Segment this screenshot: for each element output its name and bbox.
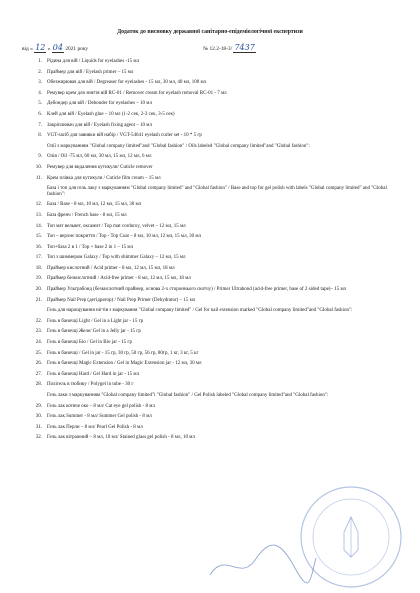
list-item bbox=[30, 101, 402, 108]
item-text: Гель лак Перли – 8 мл/ Pearl Gel Polish - 8 мл bbox=[47, 424, 143, 430]
item-number: 1. bbox=[38, 59, 42, 64]
number-prefix: № 12.2-18-3/ bbox=[203, 46, 233, 52]
list-item bbox=[30, 276, 402, 283]
date-line: від « 12 » 04 2021 року bbox=[22, 43, 89, 52]
item-number: 3. bbox=[38, 80, 42, 86]
item-number: 25. bbox=[35, 350, 42, 356]
item-number: 20. bbox=[35, 287, 42, 293]
item-text: База / Base - 8 мл, 10 мл, 12 мл, 15 мл, 30 мл bbox=[47, 202, 142, 208]
item-text: Праймер безкислотний / Acid-free primer - 8 мл, 12 мл, 15 мл, 18 мл bbox=[47, 276, 191, 282]
item-text: Олія / Oil -75 мл, 60 мл, 30 мл, 15 мл, 12 мл, 6 мл bbox=[47, 154, 152, 160]
item-number: 10. bbox=[35, 164, 42, 170]
product-list bbox=[30, 59, 402, 446]
list-item bbox=[30, 414, 402, 421]
list-item bbox=[30, 255, 402, 262]
item-text: Гель в баночці Біо / Gel in Bio jar - 15 гр bbox=[47, 340, 132, 346]
item-number: 27. bbox=[35, 371, 42, 377]
item-number: 11. bbox=[35, 175, 42, 181]
item-text: Гель в баночці Желе/ Gel in a Jelly jar - 15 гр bbox=[47, 329, 141, 335]
item-number: 6. bbox=[38, 111, 42, 117]
list-item bbox=[30, 361, 402, 368]
list-item bbox=[30, 435, 402, 442]
item-text: Топ мат вельвет, оксамит / Top mat corduroy, velvet – 12 мл, 15 мл bbox=[47, 223, 186, 229]
item-text: Праймер Ультрабонд (безкислотний праймер, основа 2-х стороннього скотчу) / Primer Ultrabond (acid-free primer, base of 2 sided tape)– 15 мл bbox=[47, 287, 347, 293]
date-day: 12 bbox=[35, 43, 46, 52]
item-number: 12. bbox=[35, 202, 42, 208]
item-number: 32. bbox=[35, 435, 42, 441]
item-number: 13. bbox=[35, 212, 42, 218]
list-item bbox=[30, 176, 402, 183]
item-text: Обезжирювач для вій / Degreaser for eyelashes - 15 мл, 30 мл, 40 мл, 100 мл bbox=[47, 80, 207, 86]
list-item bbox=[30, 404, 402, 411]
list-item bbox=[30, 133, 402, 140]
list-item bbox=[30, 70, 402, 77]
item-text: Гель в баночці Hard / Gel Hard in jar - 15 мл bbox=[47, 371, 140, 377]
item-number: 15. bbox=[35, 234, 42, 240]
certificate-number bbox=[203, 43, 256, 52]
item-number: 2. bbox=[38, 69, 42, 75]
list-item bbox=[30, 287, 402, 294]
item-text: Праймер Nail Prep (дегідратор) / Nail Prep Primer (Dehydrator) – 15 мл bbox=[47, 297, 196, 303]
item-text: Гель лаки з маркуванням "Global company limited"і "Global fashion" / Gel Polish labeled "Global company limited"and "Global fashion": bbox=[47, 393, 329, 398]
item-number: 21. bbox=[35, 297, 42, 303]
list-item bbox=[30, 224, 402, 231]
official-stamp bbox=[296, 482, 406, 592]
item-number: 9. bbox=[38, 154, 42, 160]
list-item bbox=[30, 329, 402, 336]
list-item bbox=[30, 425, 402, 432]
item-text: Топ з шиммером Galaxy / Top with shimmer Galaxy – 12 мл, 15 мл bbox=[47, 255, 186, 261]
signature-mark bbox=[200, 520, 320, 590]
item-text: Гель лак вітражний – 8 мл, 10 мл/ Stained glass gel polish - 8 мл, 10 мл bbox=[47, 435, 195, 441]
section-intro bbox=[30, 308, 402, 315]
list-item bbox=[30, 154, 402, 161]
date-month: 04 bbox=[52, 43, 63, 52]
list-item bbox=[30, 91, 402, 98]
item-text: Рідина для вій / Liquids for eyelashes -15 мл bbox=[47, 59, 140, 64]
item-text: Гель лак котяче око – 8 мл/ Cat eye gel polish - 8 мл bbox=[47, 403, 155, 409]
section-intro bbox=[30, 144, 402, 151]
list-item bbox=[30, 266, 402, 273]
item-text: База френч / French base - 8 мл, 15 мл bbox=[47, 212, 127, 218]
list-item bbox=[30, 245, 402, 252]
item-text: Дебондер для вій / Debonder for eyelashes – 10 мл bbox=[47, 101, 152, 107]
item-number: 7. bbox=[38, 122, 42, 128]
item-number: 26. bbox=[35, 361, 42, 367]
item-text: Топ – верхнє покриття / Top - Top Coat – 8 мл, 10 мл, 12 мл, 15 мл, 30 мл bbox=[47, 234, 201, 240]
item-number: 29. bbox=[35, 403, 42, 409]
list-item bbox=[30, 372, 402, 379]
item-number: 23. bbox=[35, 329, 42, 335]
item-number: 14. bbox=[35, 223, 42, 229]
item-number: 17. bbox=[35, 255, 42, 261]
item-text: Гель в баночці Magic Extension / Gel in Magic Extension jar - 12 мл, 30 мл bbox=[47, 361, 202, 367]
list-item bbox=[30, 112, 402, 119]
item-number: 16. bbox=[35, 244, 42, 250]
item-number: 28. bbox=[35, 382, 42, 388]
item-text: База і топ для гель лаку з маркуванням "Global company limited" and "Global fashion" / Base and top for gel polish with labels "Global company limited" and "Global fashion": bbox=[47, 186, 387, 198]
list-item bbox=[30, 80, 402, 87]
section-intro bbox=[30, 393, 402, 400]
item-text: Топ+база 2 в 1 / Top + base 2 in 1 – 15 мл bbox=[47, 244, 134, 250]
item-text: Гель в баночці / Gel in jar - 15 гр, 30 гр, 50 гр, 56 гр, 80гр, 1 кг, 3 кг, 5 кг bbox=[47, 350, 199, 356]
item-text: VGT-засіб для завивки вій набір / VGT-54641 eyelash curler set - 10 * 5 гр bbox=[47, 133, 202, 139]
item-number: 8. bbox=[38, 133, 42, 139]
date-year: 2021 року bbox=[65, 46, 89, 52]
list-item bbox=[30, 213, 402, 220]
list-item bbox=[30, 340, 402, 347]
document-title: Додаток до висновку державної санітарно-епідеміологічної експертизи bbox=[117, 29, 303, 35]
item-number: 19. bbox=[35, 276, 42, 282]
from-label: від bbox=[22, 46, 29, 52]
item-number: 22. bbox=[35, 318, 42, 324]
item-text: Полігель в тюбику / Polygel in tube - 30 г bbox=[47, 382, 134, 388]
item-text: Праймер кислотний / Acid primer - 8 мл, 12 мл, 15 мл, 18 мл bbox=[47, 265, 175, 271]
list-item bbox=[30, 165, 402, 172]
item-text: Крем плівка для кутикули / Cuticle film cream – 15 мл bbox=[47, 175, 161, 181]
item-number: 18. bbox=[35, 265, 42, 271]
list-item bbox=[30, 382, 402, 389]
item-text: Олії з маркуванням "Global company limited"and "Global fashion" / Oils labeled "Global company limited"and "Global fashion": bbox=[47, 143, 310, 149]
item-text: Ремувер для видалення кутикули/ Cuticle remover bbox=[47, 164, 153, 170]
item-text: Гель в баночці Light / Gel in a Light jar - 15 гр bbox=[47, 318, 144, 324]
item-text: Ремувер крем для зняття вій RC-01 / Remover cream for eyelash removal RC-01 - 7 мл bbox=[47, 90, 227, 96]
item-number: 5. bbox=[38, 101, 42, 107]
list-item bbox=[30, 351, 402, 358]
item-text: Гель для нарощування нігтів з маркування "Global company limited" / Gel for nail extension marked "Global company limited"and "Global fashion": bbox=[47, 308, 353, 314]
list-item bbox=[30, 59, 402, 66]
list-item bbox=[30, 298, 402, 305]
item-text: Праймер для вій / Eyelash primer – 15 мл bbox=[47, 69, 134, 75]
number-handwritten: 7437 bbox=[234, 43, 255, 52]
item-text: Гель лак Summer - 8 мл/ Summer Gel polish - 8 мл bbox=[47, 414, 152, 420]
list-item bbox=[30, 319, 402, 326]
item-number: 31. bbox=[35, 424, 42, 430]
list-item bbox=[30, 123, 402, 130]
item-number: 30. bbox=[35, 414, 42, 420]
section-intro bbox=[30, 186, 402, 199]
list-item bbox=[30, 202, 402, 209]
item-number: 24. bbox=[35, 340, 42, 346]
item-text: Закріплювач для вій / Eyelash fixing agent – 10 мл bbox=[47, 122, 152, 128]
item-number: 4. bbox=[38, 90, 42, 96]
item-text: Клей для вій / Eyelash glue – 10 мл (1-2 сек, 2-3 сек, 3-5 сек) bbox=[47, 111, 175, 117]
list-item bbox=[30, 234, 402, 241]
